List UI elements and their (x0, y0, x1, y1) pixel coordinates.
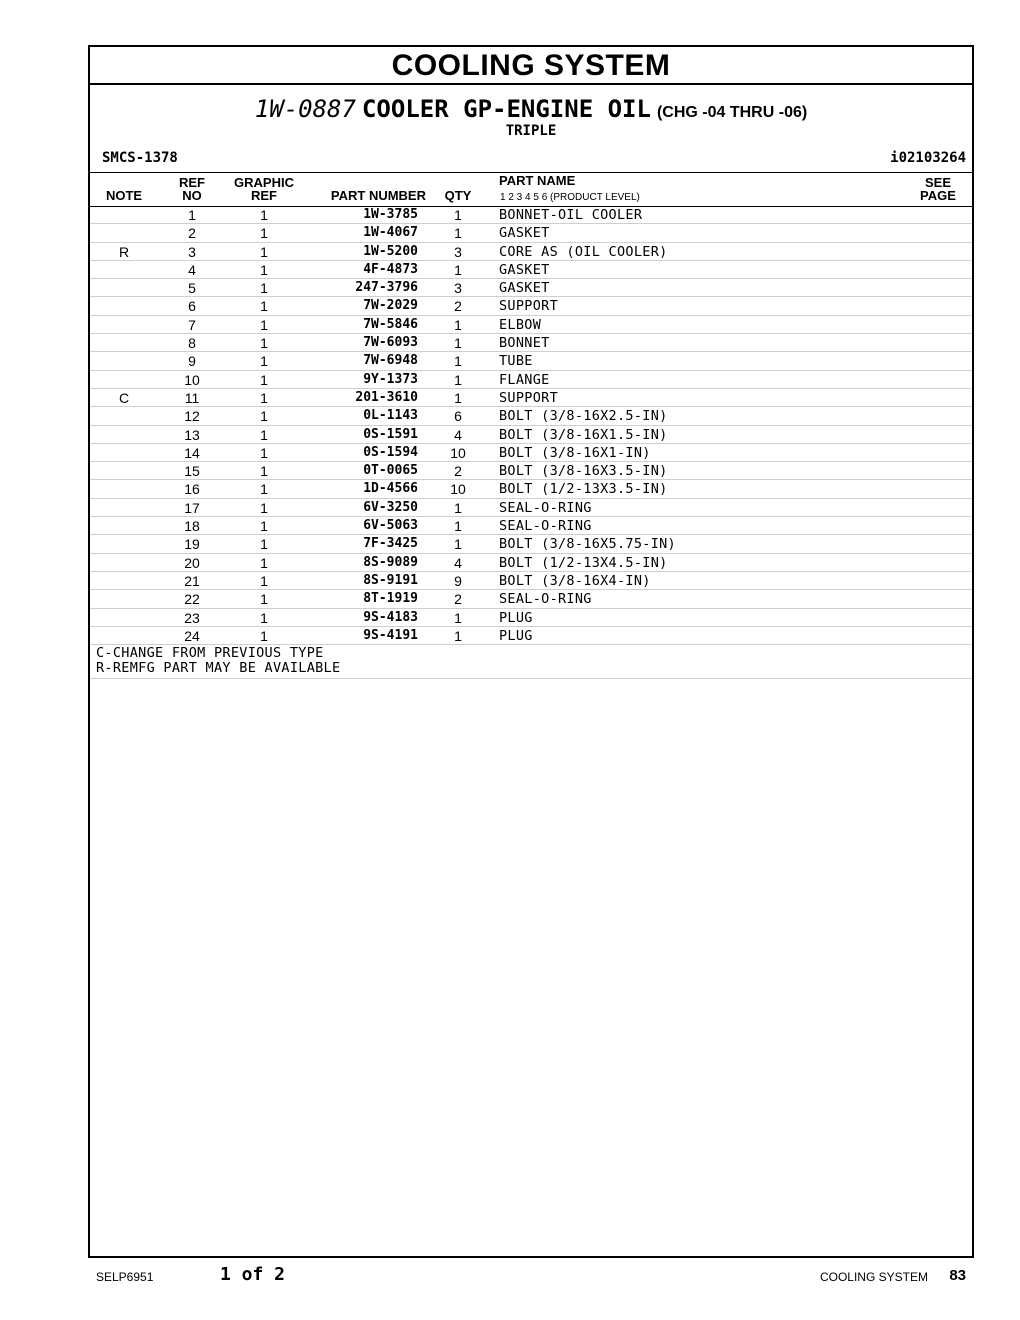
row-part-number: 1W-4067 (363, 225, 418, 241)
col-see-bottom: PAGE (920, 188, 956, 203)
row-qty: 2 (454, 591, 462, 608)
row-ref-no: 12 (184, 408, 200, 425)
group-change-range: (CHG -04 THRU -06) (656, 104, 808, 121)
col-note: NOTE (105, 188, 143, 203)
table-row (90, 480, 972, 498)
row-graphic-ref: 1 (260, 481, 268, 498)
table-row (90, 572, 972, 590)
row-part-number: 8T-1919 (363, 591, 418, 607)
row-graphic-ref: 1 (260, 316, 268, 333)
row-graphic-ref: 1 (260, 444, 268, 461)
table-row (90, 554, 972, 572)
row-part-name: ELBOW (499, 316, 542, 333)
group-name: COOLER GP-ENGINE OIL (361, 95, 651, 123)
row-part-number: 9Y-1373 (363, 371, 418, 387)
row-graphic-ref: 1 (260, 627, 268, 644)
row-part-number: 7W-2029 (363, 298, 418, 314)
table-row (90, 279, 972, 297)
row-qty: 4 (454, 554, 462, 571)
row-part-number: 0T-0065 (363, 463, 418, 479)
row-part-name: BOLT (3/8-16X4-IN) (499, 572, 651, 589)
row-qty: 2 (454, 298, 462, 315)
row-part-number: 8S-9191 (363, 572, 418, 588)
footer-section: COOLING SYSTEM (819, 1270, 928, 1284)
row-qty: 1 (454, 627, 462, 644)
row-part-number: 7W-6093 (363, 335, 418, 351)
row-graphic-ref: 1 (260, 389, 268, 406)
page-footer (0, 1262, 1020, 1292)
group-number: 1W-0887 (254, 95, 356, 123)
row-qty: 1 (454, 261, 462, 278)
row-part-number: 1D-4566 (363, 481, 418, 497)
row-graphic-ref: 1 (260, 591, 268, 608)
group-title (90, 95, 972, 123)
row-graphic-ref: 1 (260, 371, 268, 388)
row-qty: 1 (454, 536, 462, 553)
row-qty: 1 (454, 207, 462, 223)
row-ref-no: 6 (188, 298, 196, 315)
row-qty: 10 (450, 481, 466, 498)
row-graphic-ref: 1 (260, 408, 268, 425)
row-ref-no: 2 (188, 225, 196, 242)
row-qty: 3 (454, 280, 462, 297)
table-row (90, 371, 972, 389)
note-line: R-REMFG PART MAY BE AVAILABLE (96, 660, 341, 677)
row-part-number: 6V-5063 (363, 518, 418, 534)
row-ref-no: 4 (188, 261, 196, 278)
row-qty: 1 (454, 353, 462, 370)
row-qty: 1 (454, 609, 462, 626)
col-ref-top: REF (179, 175, 205, 190)
col-graphic-bottom: REF (251, 188, 277, 203)
row-part-name: BONNET (499, 335, 550, 352)
row-part-name: BOLT (3/8-16X3.5-IN) (499, 463, 668, 480)
row-graphic-ref: 1 (260, 207, 268, 223)
row-ref-no: 15 (184, 463, 200, 480)
row-graphic-ref: 1 (260, 261, 268, 278)
row-qty: 1 (454, 316, 462, 333)
parts-page-frame (88, 45, 974, 1258)
row-part-name: BOLT (1/2-13X4.5-IN) (499, 554, 668, 571)
row-part-name: GASKET (499, 261, 550, 278)
notes-block (90, 645, 972, 679)
row-part-name: TUBE (499, 353, 533, 370)
row-part-name: GASKET (499, 280, 550, 297)
table-row (90, 389, 972, 407)
row-part-name: PLUG (499, 627, 533, 644)
col-ref-bottom: NO (182, 188, 202, 203)
row-ref-no: 13 (184, 426, 200, 443)
col-graphic-top: GRAPHIC (234, 175, 294, 190)
row-part-number: 1W-3785 (363, 207, 418, 222)
row-graphic-ref: 1 (260, 280, 268, 297)
row-part-name: BOLT (3/8-16X5.75-IN) (499, 536, 676, 553)
row-part-number: 1W-5200 (363, 243, 418, 259)
table-row (90, 316, 972, 334)
row-ref-no: 18 (184, 518, 200, 535)
row-part-number: 6V-3250 (363, 499, 418, 515)
parts-table-body (90, 206, 972, 679)
table-row (90, 243, 972, 261)
row-part-name: BOLT (3/8-16X2.5-IN) (499, 408, 668, 425)
row-ref-no: 22 (184, 591, 200, 608)
row-ref-no: 17 (184, 499, 200, 516)
row-graphic-ref: 1 (260, 243, 268, 260)
row-ref-no: 5 (188, 280, 196, 297)
table-row (90, 297, 972, 315)
table-column-headers (90, 172, 972, 207)
row-ref-no: 7 (188, 316, 196, 333)
row-part-number: 9S-4191 (363, 627, 418, 643)
col-part-number: PART NUMBER (330, 188, 426, 203)
row-graphic-ref: 1 (260, 463, 268, 480)
table-row (90, 426, 972, 444)
row-graphic-ref: 1 (260, 572, 268, 589)
col-see-top: SEE (924, 175, 951, 190)
row-part-name: SUPPORT (499, 389, 558, 406)
row-qty: 6 (454, 408, 462, 425)
smcs-code: SMCS-1378 (102, 150, 178, 166)
row-ref-no: 9 (188, 353, 196, 370)
row-qty: 9 (454, 572, 462, 589)
row-graphic-ref: 1 (260, 536, 268, 553)
table-row (90, 407, 972, 425)
row-part-number: 7W-5846 (363, 316, 418, 332)
row-graphic-ref: 1 (260, 499, 268, 516)
row-ref-no: 24 (184, 627, 200, 644)
row-part-number: 0S-1594 (363, 444, 418, 460)
table-row (90, 462, 972, 480)
table-row (90, 206, 972, 224)
row-part-name: FLANGE (499, 371, 550, 388)
row-note: C (118, 389, 130, 406)
table-row (90, 499, 972, 517)
row-qty: 1 (454, 225, 462, 242)
footer-page-of: 1 of 2 (220, 1264, 286, 1285)
row-qty: 1 (454, 499, 462, 516)
row-ref-no: 3 (188, 243, 196, 260)
illustration-id: i02103264 (890, 150, 966, 166)
table-row (90, 224, 972, 242)
row-graphic-ref: 1 (260, 554, 268, 571)
row-qty: 10 (450, 444, 466, 461)
row-part-name: SEAL-O-RING (499, 518, 592, 535)
row-qty: 3 (454, 243, 462, 260)
table-row (90, 627, 972, 645)
row-ref-no: 23 (184, 609, 200, 626)
row-ref-no: 14 (184, 444, 200, 461)
row-ref-no: 20 (184, 554, 200, 571)
row-part-number: 247-3796 (355, 280, 418, 296)
row-qty: 4 (454, 426, 462, 443)
table-row (90, 535, 972, 553)
table-row (90, 590, 972, 608)
table-row (90, 609, 972, 627)
row-part-name: SUPPORT (499, 298, 558, 315)
table-row (90, 444, 972, 462)
row-graphic-ref: 1 (260, 225, 268, 242)
table-row (90, 352, 972, 370)
col-qty: QTY (444, 188, 472, 203)
row-graphic-ref: 1 (260, 335, 268, 352)
note-line: C-CHANGE FROM PREVIOUS TYPE (96, 645, 324, 662)
row-qty: 1 (454, 389, 462, 406)
group-subtitle: TRIPLE (505, 123, 557, 139)
row-part-name: BOLT (3/8-16X1-IN) (499, 444, 651, 461)
row-qty: 1 (454, 335, 462, 352)
row-part-name: BOLT (3/8-16X1.5-IN) (499, 426, 668, 443)
row-graphic-ref: 1 (260, 609, 268, 626)
row-part-name: PLUG (499, 609, 533, 626)
row-part-number: 9S-4183 (363, 609, 418, 625)
row-graphic-ref: 1 (260, 518, 268, 535)
row-part-number: 201-3610 (355, 389, 418, 405)
row-part-name: SEAL-O-RING (499, 591, 592, 608)
footer-page-number: 83 (949, 1267, 966, 1284)
row-qty: 1 (454, 371, 462, 388)
row-part-name: BOLT (1/2-13X3.5-IN) (499, 481, 668, 498)
row-part-number: 4F-4873 (363, 261, 418, 277)
row-part-name: CORE AS (OIL COOLER) (499, 243, 668, 260)
row-ref-no: 11 (184, 389, 200, 406)
row-graphic-ref: 1 (260, 353, 268, 370)
row-part-number: 7F-3425 (363, 536, 418, 552)
col-product-level: 1 2 3 4 5 6 (PRODUCT LEVEL) (500, 192, 640, 203)
row-part-number: 0L-1143 (363, 408, 418, 424)
section-title: COOLING SYSTEM (90, 47, 972, 85)
row-qty: 1 (454, 518, 462, 535)
row-part-number: 0S-1591 (363, 426, 418, 442)
table-row (90, 334, 972, 352)
row-part-name: GASKET (499, 225, 550, 242)
footer-doc-id: SELP6951 (96, 1270, 154, 1284)
row-part-number: 7W-6948 (363, 353, 418, 369)
row-part-number: 8S-9089 (363, 554, 418, 570)
row-part-name: SEAL-O-RING (499, 499, 592, 516)
row-ref-no: 1 (188, 207, 196, 223)
table-row (90, 517, 972, 535)
table-row (90, 261, 972, 279)
row-ref-no: 21 (184, 572, 200, 589)
row-part-name: BONNET-OIL COOLER (499, 207, 643, 223)
row-ref-no: 10 (184, 371, 200, 388)
row-ref-no: 16 (184, 481, 200, 498)
row-qty: 2 (454, 463, 462, 480)
row-ref-no: 19 (184, 536, 200, 553)
row-graphic-ref: 1 (260, 426, 268, 443)
row-note: R (118, 243, 130, 260)
row-graphic-ref: 1 (260, 298, 268, 315)
col-part-name: PART NAME (499, 173, 576, 188)
row-ref-no: 8 (188, 335, 196, 352)
